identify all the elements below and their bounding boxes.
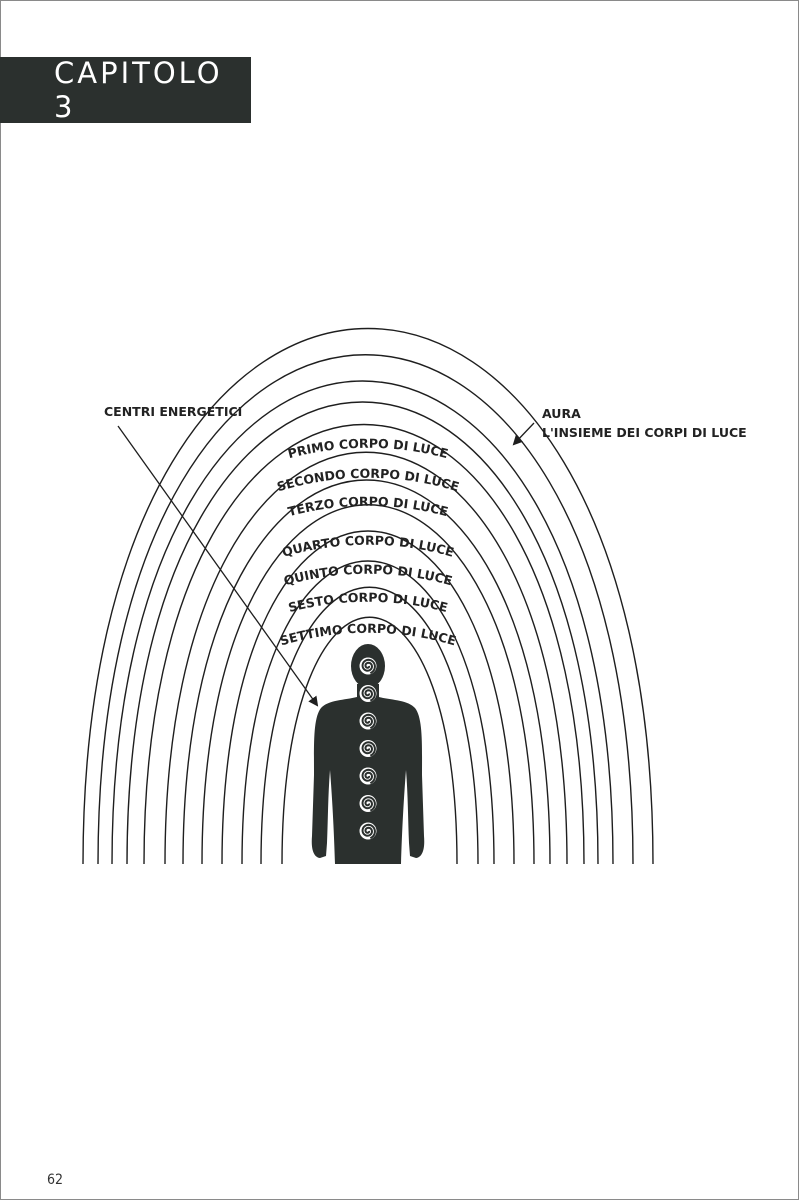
chakra-spiral-1 — [360, 658, 377, 675]
body-label-3: TERZO CORPO DI LUCE — [286, 493, 450, 520]
light-body-labels — [275, 436, 461, 649]
chakra-spiral-2 — [360, 685, 377, 702]
body-label-4: QUARTO CORPO DI LUCE — [280, 532, 456, 560]
body-label-5: QUINTO CORPO DI LUCE — [281, 561, 455, 589]
body-label-1: PRIMO CORPO DI LUCE — [286, 435, 450, 462]
aura-arrow — [514, 423, 534, 444]
chakra-spiral-7 — [360, 823, 377, 840]
page-number: 62 — [47, 1172, 64, 1188]
chakra-spiral-3 — [360, 713, 377, 730]
aura-caption: L'INSIEME DEI CORPI DI LUCE — [542, 425, 747, 440]
centri-energetici-label: CENTRI ENERGETICI — [104, 404, 243, 419]
chakra-spiral-5 — [360, 768, 377, 785]
chapter-title: CAPITOLO 3 — [54, 56, 223, 124]
body-label-6: SESTO CORPO DI LUCE — [286, 589, 450, 616]
body-label-7: SETTIMO CORPO DI LUCE — [278, 620, 458, 649]
chakra-spiral-4 — [360, 740, 377, 757]
chakra-spiral-6 — [360, 795, 377, 812]
centri-arrow — [118, 426, 317, 705]
body-label-2: SECONDO CORPO DI LUCE — [275, 465, 461, 495]
aura-label: AURA — [542, 406, 581, 421]
